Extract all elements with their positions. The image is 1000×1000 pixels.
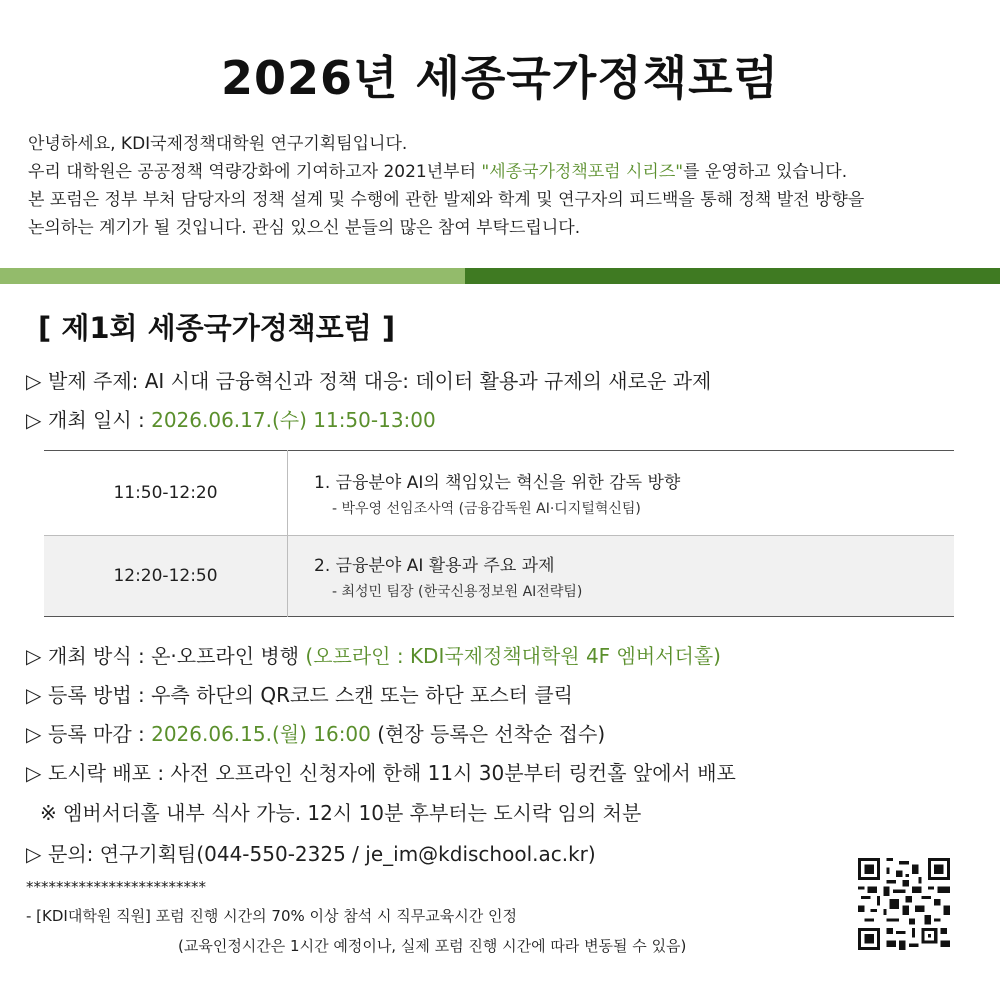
page-title: 2026년 세종국가정책포럼 [221,51,779,105]
lunch-text: 도시락 배포 : 사전 오프라인 신청자에 한해 11시 30분부터 링컨홀 앞에서 배포 [48,761,736,785]
date-label: 개최 일시 : [48,408,152,432]
method-row [26,640,721,669]
schedule-time: 12:20-12:50 [44,536,288,617]
contact-text: 문의: 연구기획팀(044-550-2325 / je_im@kdischool.ac.kr) [48,842,596,866]
talk-title: 1. 금융분야 AI의 책임있는 혁신을 위한 감독 방향 [314,473,681,493]
intro-line-2-pre: 우리 대학원은 공공정책 역량강화에 기여하고자 2021년부터 [28,162,482,182]
table-row [44,451,954,536]
lunch-note: ※ 엠버서더홀 내부 식사 가능. 12시 10분 후부터는 도시락 임의 처분 [40,801,642,825]
qr-code-icon[interactable] [858,858,950,950]
triangle-right-icon: ▷ [26,842,42,866]
deadline-label: 등록 마감 : [48,722,152,746]
divider-bar-dark [465,268,1000,284]
intro-line-1: 안녕하세요, KDI국제정책대학원 연구기획팀입니다. [28,134,408,154]
intro-text [28,130,978,242]
divider-bar [0,268,1000,284]
register-text: 등록 방법 : 우측 하단의 QR코드 스캔 또는 하단 포스터 클릭 [48,683,573,707]
triangle-right-icon: ▷ [26,722,42,746]
footnote-1: - [KDI대학원 직원] 포럼 진행 시간의 70% 이상 참석 시 직무교육시간 인정 [26,907,517,925]
deadline-value: 2026.06.15.(월) 16:00 [151,722,371,746]
intro-line-2 [28,158,978,186]
triangle-right-icon: ▷ [26,761,42,785]
schedule-talk [288,451,955,536]
schedule-time: 11:50-12:20 [44,451,288,536]
deadline-post: (현장 등록은 선착순 접수) [370,722,606,746]
talk-speaker: - 박우영 선임조사역 (금융감독원 AI·디지털혁신팀) [332,501,641,517]
method-value: (오프라인 : KDI국제정책대학원 4F 엠버서더홀) [305,644,721,668]
talk-title: 2. 금융분야 AI 활용과 주요 과제 [314,556,555,576]
series-name-highlight: "세종국가정책포럼 시리즈" [481,162,684,182]
triangle-right-icon: ▷ [26,644,42,668]
date-value: 2026.06.17.(수) 11:50-13:00 [151,408,436,432]
date-row [26,404,436,433]
register-row [26,679,573,708]
lunch-row [26,757,736,786]
intro-line-2-post: 를 운영하고 있습니다. [683,162,848,182]
separator-stars: ************************ [26,878,206,896]
triangle-right-icon: ▷ [26,683,42,707]
schedule-talk [288,536,955,617]
table-row [44,536,954,617]
triangle-right-icon: ▷ [26,408,42,432]
intro-line-4: 논의하는 계기가 될 것입니다. 관심 있으신 분들의 많은 참여 부탁드립니다. [28,218,581,238]
deadline-row [26,718,605,747]
section-title: [ 제1회 세종국가정책포럼 ] [38,311,396,345]
topic-row [26,365,711,394]
triangle-right-icon: ▷ [26,369,42,393]
talk-speaker: - 최성민 팀장 (한국신용정보원 AI전략팀) [332,584,583,600]
topic-text: 발제 주제: AI 시대 금융혁신과 정책 대응: 데이터 활용과 규제의 새로운 과제 [48,369,712,393]
schedule-table [44,450,954,617]
intro-line-3: 본 포럼은 정부 부처 담당자의 정책 설계 및 수행에 관한 발제와 학계 및 연구자의 피드백을 통해 정책 발전 방향을 [28,190,865,210]
footnote-2: (교육인정시간은 1시간 예정이나, 실제 포럼 진행 시간에 따라 변동될 수 있음) [178,937,687,955]
contact-row [26,838,596,867]
method-label: 개최 방식 : 온·오프라인 병행 [48,644,306,668]
divider-bar-light [0,268,465,284]
